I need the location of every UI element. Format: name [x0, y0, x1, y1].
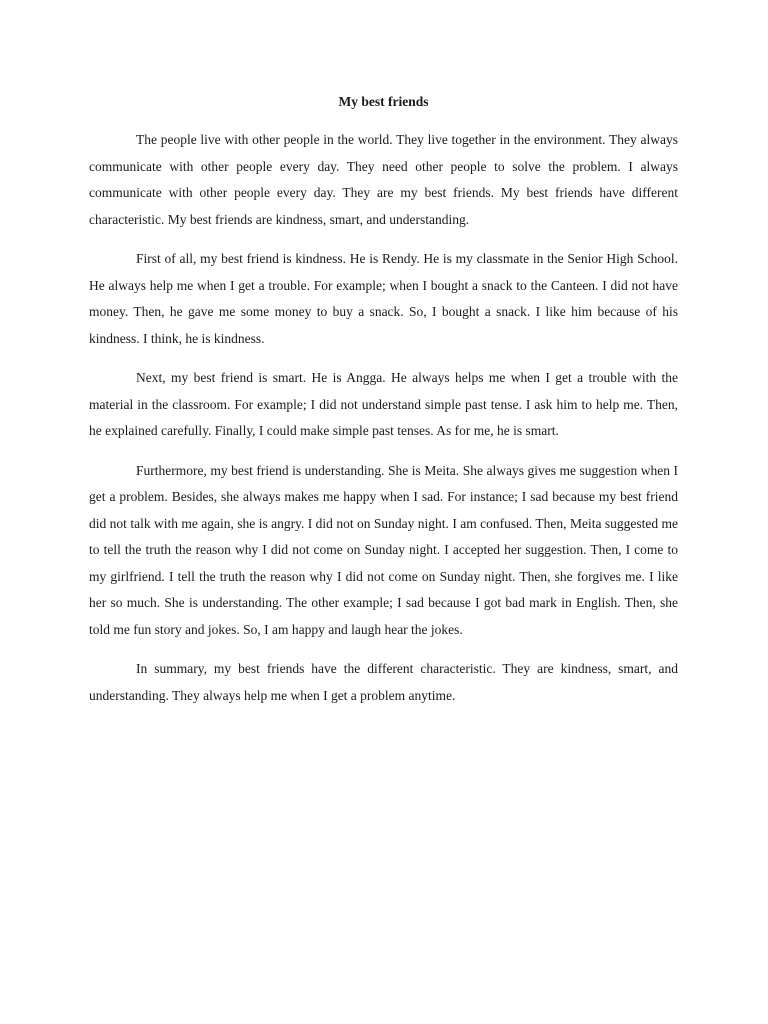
paragraph-kindness: First of all, my best friend is kindness. He is Rendy. He is my classmate in the Senior High School. He always help me when I get a trouble. For example; when I bought a snack to the Canteen. I did not have money. Then, he gave me some money to buy a snack. So, I bought a snack. I like him because of his kindness. I think, he is kindness. [89, 251, 678, 346]
paragraph-understanding: Furthermore, my best friend is understanding. She is Meita. She always gives me suggestion when I get a problem. Besides, she always makes me happy when I sad. For instance; I sad because my best friend did not talk with me again, she is angry. I did not on Sunday night. I am confused. Then, Meita suggested me to tell the truth the reason why I did not come on Sunday night. I accepted her suggestion. Then, I come to my girlfriend. I tell the truth the reason why I did not come on Sunday night. Then, she forgives me. I like her so much. She is understanding. The other example; I sad because I got bad mark in English. Then, she told me fun story and jokes. So, I am happy and laugh hear the jokes. [89, 462, 678, 637]
paragraph-summary: In summary, my best friends have the different characteristic. They are kindness, smart, and understanding. They always help me when I get a problem anytime. [89, 661, 678, 703]
paragraph-introduction: The people live with other people in the world. They live together in the environment. They always communicate with other people every day. They need other people to solve the problem. I always communicate with other people every day. They are my best friends. My best friends have different characteristic. My best friends are kindness, smart, and understanding. [89, 132, 678, 227]
paragraph-smart: Next, my best friend is smart. He is Angga. He always helps me when I get a trouble with the material in the classroom. For example; I did not understand simple past tense. I ask him to help me. Then, he explained carefully. Finally, I could make simple past tenses. As for me, he is smart. [89, 370, 678, 438]
document-page [89, 92, 678, 722]
document-title: My best friends [338, 94, 429, 109]
